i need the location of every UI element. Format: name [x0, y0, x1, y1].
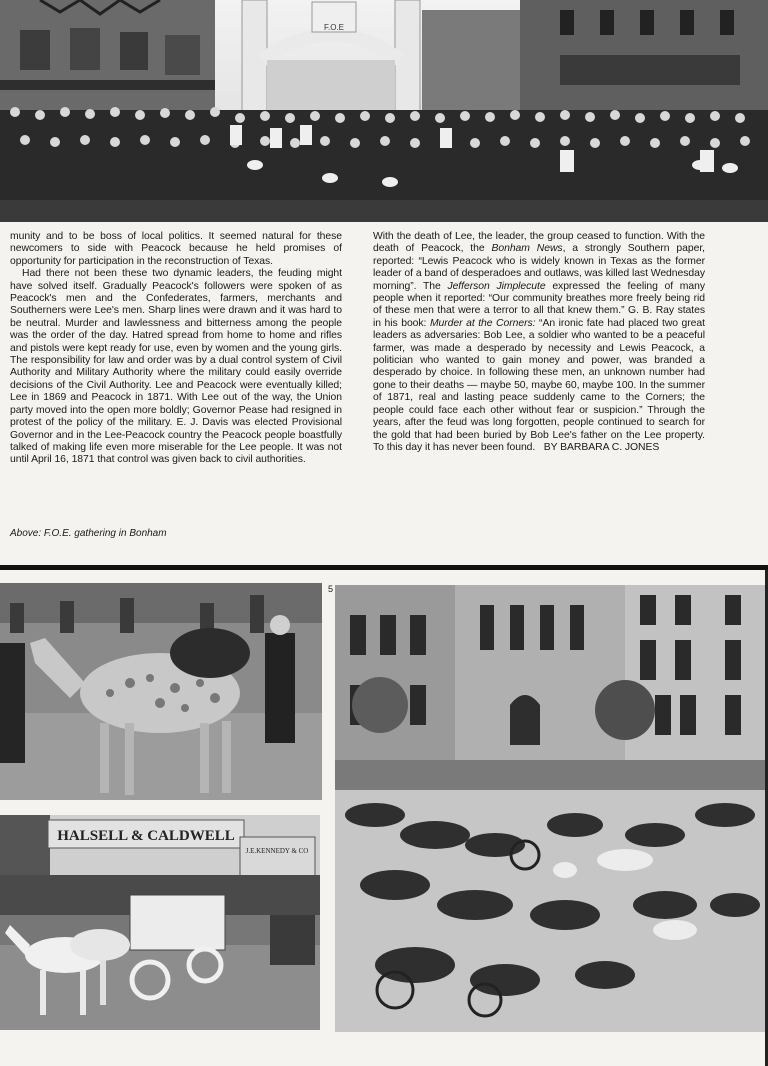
photo-caption: Above: F.O.E. gathering in Bonham: [10, 528, 167, 539]
article-right-column: [373, 231, 705, 454]
byline: BY BARBARA C. JONES: [543, 441, 660, 453]
courthouse-square-photo: [335, 585, 765, 1032]
section-divider: [0, 565, 768, 570]
store-sign: HALSELL & CALDWELL: [57, 828, 235, 844]
paragraph: Had there not been these two dynamic leaders, the feuding might have solved itself. Gradually Peacock's followers were spoken of as Peacock's men and the Confederates, farmers, merchants and Southerners were Lee's men. Sharp lines were drawn and it was hard to be neutral. Murder and lawlessness and bitterness among the people was the order of the day. Hatred spread from home to home and rifles and pistols were kept ready for use, even by women and the young girls. The responsibility for law and order was by a dual control system of Civil Authority and Military Authority where the military could easily override decisions of the Civil Authority. Lee and Peacock were eventually killed; Lee in 1869 and Peacock in 1871. With Lee out of the way, the Union party moved into the open more boldly; Governor Pease had resigned in protest of the policy of the military. E. J. Davis was elected Provisional Governor and in the Lee-Peacock country the Peacock people boastfully talked of making life even more miserable for the Lee people. It was not until April 16, 1871 that control was given back to civil authorities.: [10, 268, 342, 466]
foe-gathering-photo: [0, 0, 768, 222]
horses-photo: [0, 583, 322, 800]
publication-title: Bonham News: [491, 243, 563, 255]
paragraph: munity and to be boss of local politics. It seemed natural for these newcomers to side with Peacock because he held promises of opportunity for participation in the reconstruction of Texas.: [10, 231, 342, 267]
article-left-column: [10, 231, 342, 467]
side-store-sign: J.E.KENNEDY & CO: [245, 847, 309, 855]
wagon-photo: [0, 815, 320, 1030]
arch-sign: F.O.E: [323, 23, 345, 32]
page-number: 5: [328, 584, 334, 594]
book-title: Murder at the Corners:: [429, 317, 536, 329]
paragraph: With the death of Lee, the leader, the group ceased to function. With the death of Peacock, the Bonham News, a strongly Southern paper, reported: “Lewis Peacock who is widely known in Texas as the former leader of a band of desperadoes and outlaws, was killed last Wednesday morning”. The Jefferson Jimplecute expressed the feeling of many people when it reported: “Our community breathes more freely being rid of these men that were a terror to all that knew them.” G. B. Ray states in his book: Murder at the Corners: “An ironic fate had placed two great leaders as adversaries: Bob Lee, a soldier who wanted to be a peaceful farmer, was made a desperado by necessity and Lewis Peacock, a politician who wanted to gain money and power, was branded a desperado by choice. In following these men, an unknown number had gone to their deaths — maybe 50, maybe 60, maybe 100. In the summer of 1871, real and lasting peace suddenly came to the Corners; the people could face each other without fear or suspicion.” Through the years, after the feud was long forgotten, people continued to search for the gold that had been buried by Bob Lee's father on the Lee property. To this day it has never been found. BY BARBARA C. JONES: [373, 231, 705, 453]
publication-title: Jefferson Jimplecute: [447, 280, 546, 292]
